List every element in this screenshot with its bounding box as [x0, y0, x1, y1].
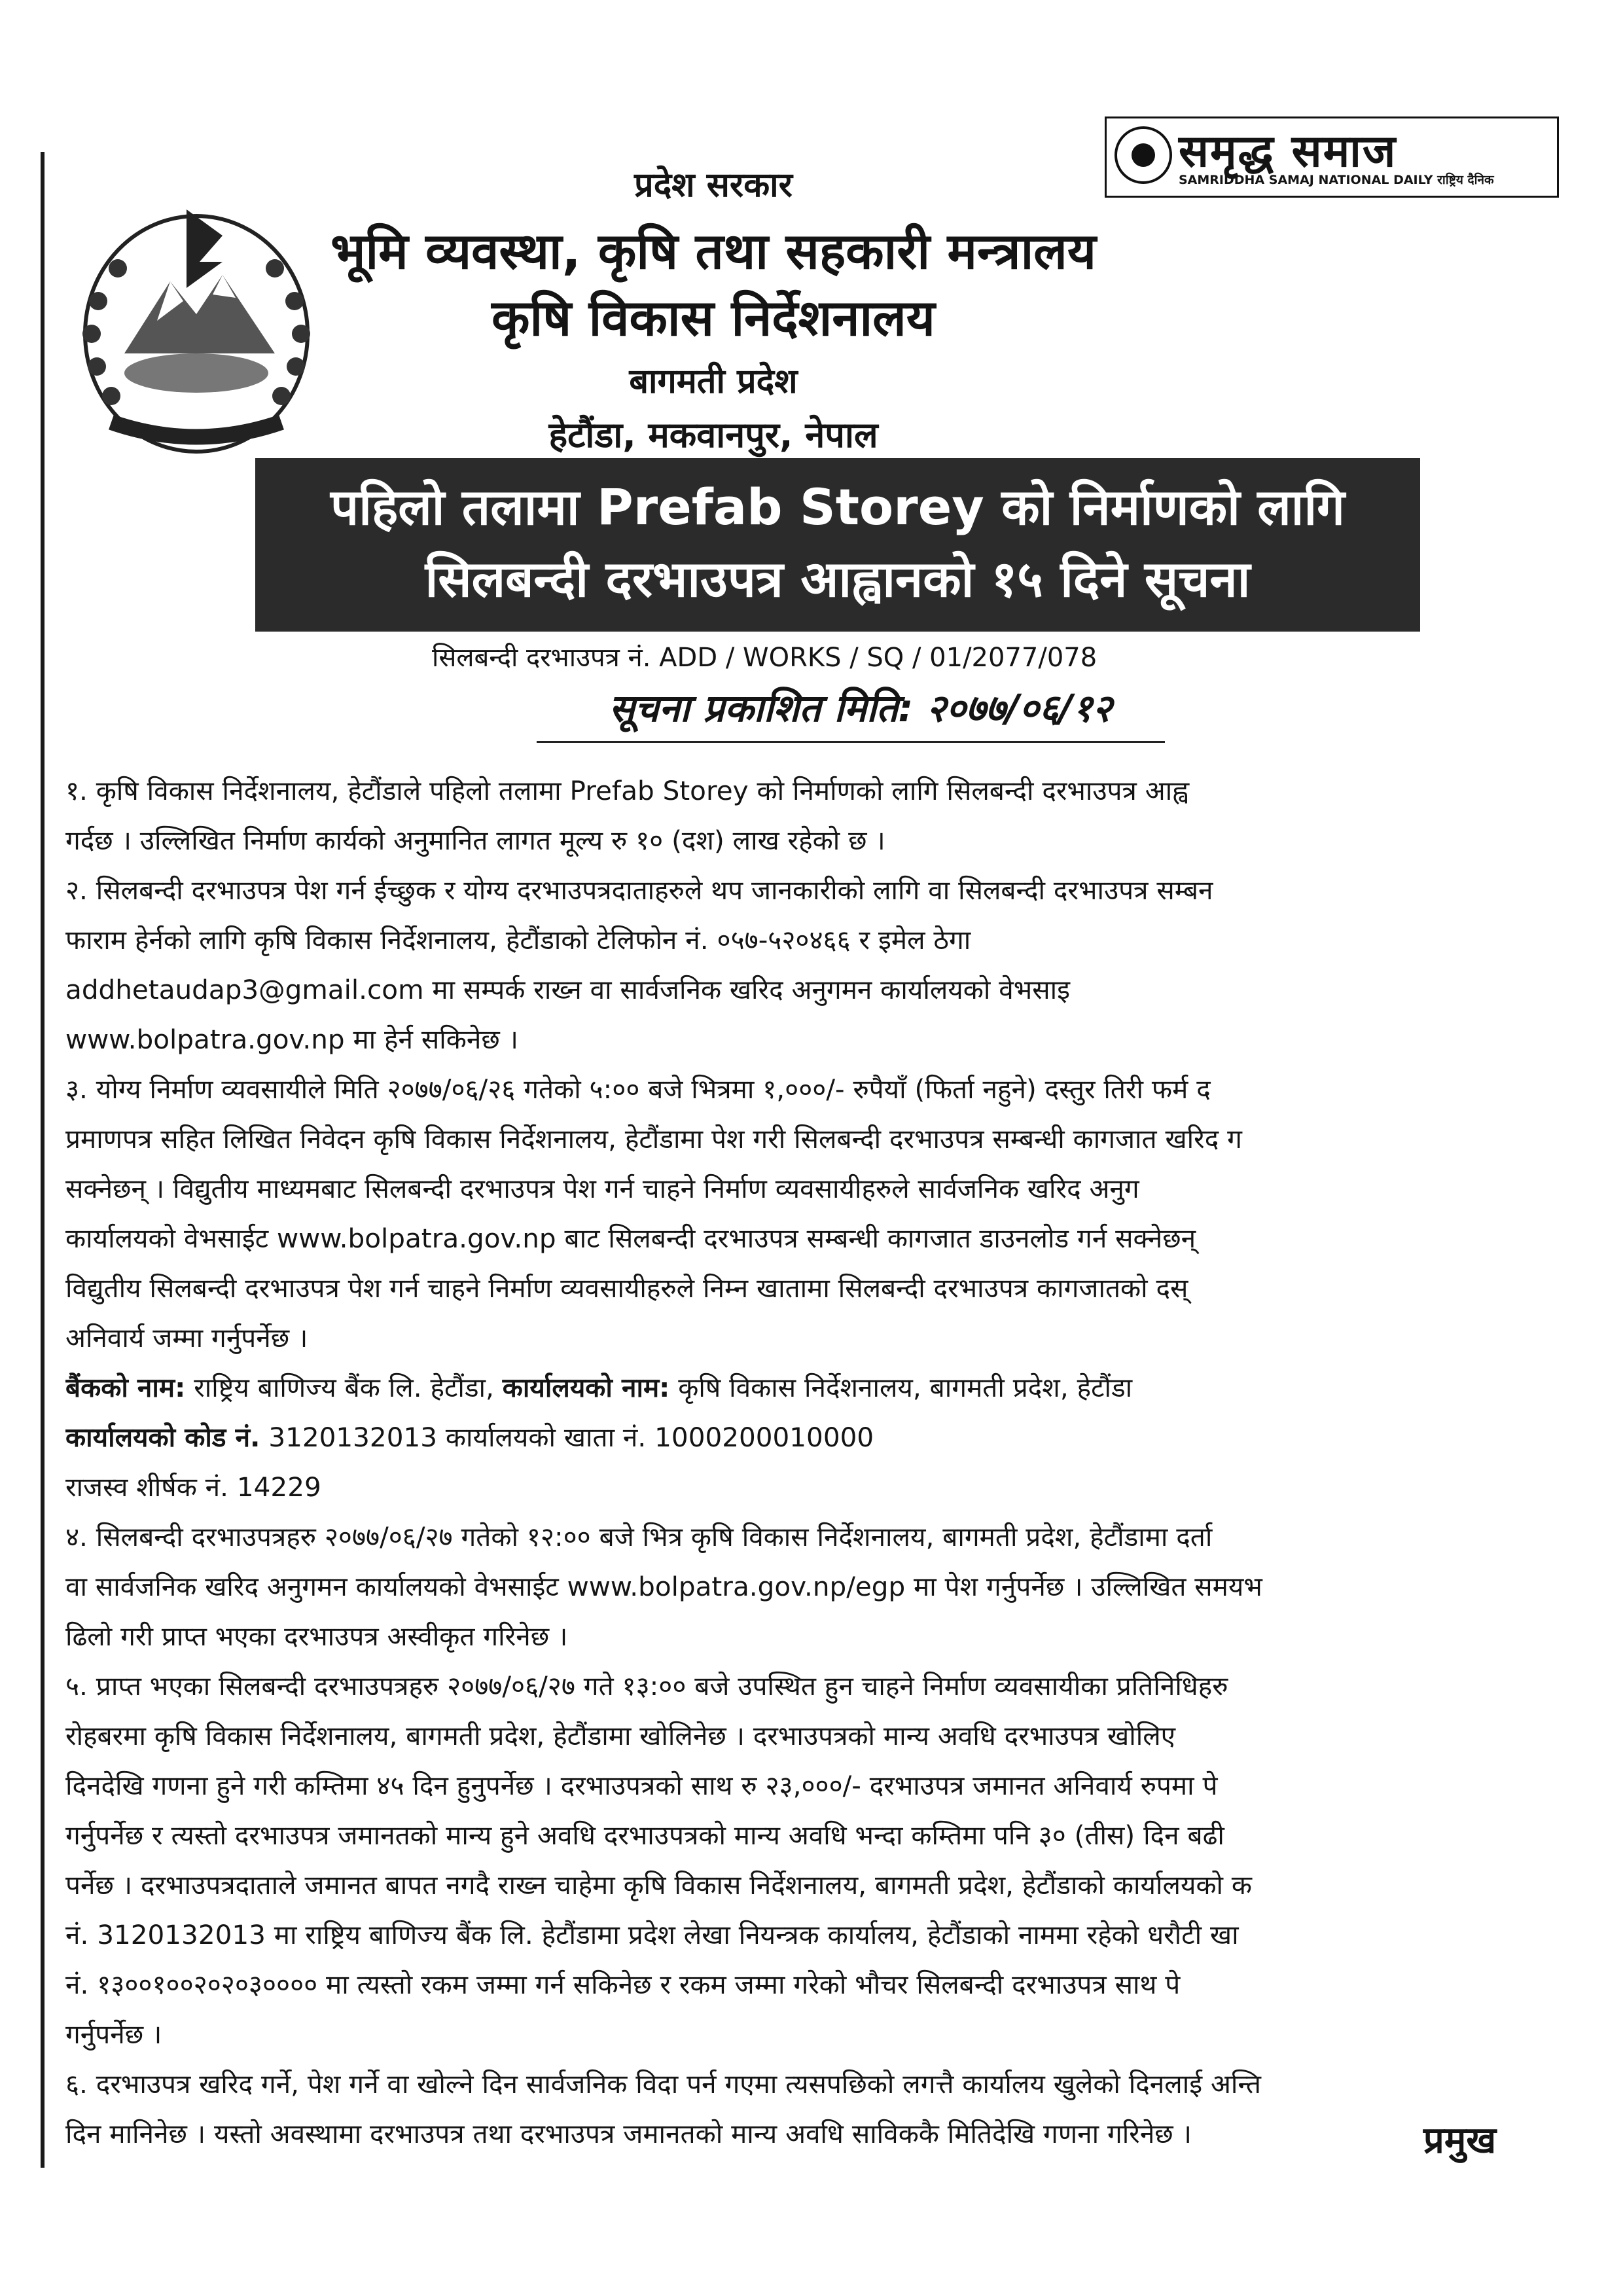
- body-line: नं. १३००१००२०२०३०००० मा त्यस्तो रकम जम्मा गर्न सकिनेछ र रकम जम्मा गरेको भौचर सिलबन्दी दरभाउपत्र साथ पे: [65, 1969, 1181, 2000]
- newspaper-name: समृद्ध समाज: [1179, 126, 1397, 177]
- body-line: गर्दछ । उल्लिखित निर्माण कार्यको अनुमानित लागत मूल्य रु १० (दश) लाख रहेको छ ।: [65, 825, 885, 856]
- body-line: फाराम हेर्नको लागि कृषि विकास निर्देशनालय, हेटौंडाको टेलिफोन नं. ०५७-५२०४६६ र इमेल ठेगा: [65, 924, 971, 956]
- body-line: रोहबरमा कृषि विकास निर्देशनालय, बागमती प्रदेश, हेटौंडामा खोलिनेछ । दरभाउपत्रको मान्य अवधि दरभाउपत्र खोलिए: [65, 1720, 1176, 1751]
- office-code-value: 3120132013 कार्यालयको खाता नं. 1000200010000: [268, 1422, 874, 1453]
- office-code-line: [65, 1412, 1610, 1462]
- nepal-emblem-icon: [65, 190, 330, 465]
- banner-line-2: सिलबन्दी दरभाउपत्र आह्वानको १५ दिने सूचना: [425, 550, 1251, 608]
- page-edge-line: [41, 152, 45, 2168]
- body-line: ४. सिलबन्दी दरभाउपत्रहरु २०७७/०६/२७ गतेको १२:०० बजे भित्र कृषि विकास निर्देशनालय, बागमती प्रदेश, हेटौंडामा दर्ता: [65, 1521, 1213, 1552]
- office-name-value: कृषि विकास निर्देशनालय, बागमती प्रदेश, हेटौंडा: [678, 1372, 1133, 1403]
- body-line: ३. योग्य निर्माण व्यवसायीले मिति २०७७/०६/२६ गतेको ५:०० बजे भित्रमा १,०००/- रुपैयाँ (फिर्ता नहुने) दस्तुर तिरी फर्म द: [65, 1073, 1211, 1105]
- date-underline: [537, 741, 1165, 743]
- office-name-label: कार्यालयको नाम:: [502, 1372, 670, 1403]
- body-line: addhetaudap3@gmail.com मा सम्पर्क राख्न वा सार्वजनिक खरिद अनुगमन कार्यालयको वेभसाइ: [65, 974, 1071, 1005]
- publish-date: सूचना प्रकाशित मिति: २०७७/०६/१२: [609, 686, 1113, 730]
- body-line: प्रमाणपत्र सहित लिखित निवेदन कृषि विकास निर्देशनालय, हेटौंडामा पेश गरी सिलबन्दी दरभाउपत्र सम्बन्धी कागजात खरिद ग: [65, 1123, 1242, 1155]
- header-province: बागमती प्रदेश: [629, 362, 798, 401]
- newspaper-masthead: [1105, 117, 1559, 198]
- body-line: वा सार्वजनिक खरिद अनुगमन कार्यालयको वेभसाईट www.bolpatra.gov.np/egp मा पेश गर्नुपर्नेछ । उल्लिखित समयभ: [65, 1571, 1262, 1602]
- signature-chief: प्रमुख: [1423, 2119, 1497, 2162]
- banner-line-1: पहिलो तलामा Prefab Storey को निर्माणको लागि: [330, 478, 1345, 536]
- bank-details-line: [65, 1363, 1610, 1412]
- notice-title-banner: [255, 458, 1420, 632]
- newspaper-subtitle: SAMRIDDHA SAMAJ NATIONAL DAILY राष्ट्रिय दैनिक: [1179, 173, 1494, 187]
- header-address: हेटौंडा, मकवानपुर, नेपाल: [548, 414, 878, 456]
- body-line: दिन मानिनेछ । यस्तो अवस्थामा दरभाउपत्र तथा दरभाउपत्र जमानतको मान्य अवधि साविककै मितिदेखि गणना गरिनेछ ।: [65, 2118, 1192, 2149]
- body-line: नं. 3120132013 मा राष्ट्रिय बाणिज्य बैंक लि. हेटौंडामा प्रदेश लेखा नियन्त्रक कार्यालय, हेटौंडाको नाममा रहेको धरौटी खा: [65, 1919, 1239, 1950]
- body-line: ६. दरभाउपत्र खरिद गर्ने, पेश गर्ने वा खोल्ने दिन सार्वजनिक विदा पर्न गएमा त्यसपछिको लगत्तै कार्यालय खुलेको दिनलाई अन्ति: [65, 2068, 1261, 2100]
- body-line: कार्यालयको वेभसाईट www.bolpatra.gov.np बाट सिलबन्दी दरभाउपत्र सम्बन्धी कागजात डाउनलोड गर्न सक्नेछन्: [65, 1223, 1196, 1254]
- body-line: अनिवार्य जम्मा गर्नुपर्नेछ ।: [65, 1322, 308, 1354]
- body-line: सक्नेछन् । विद्युतीय माध्यमबाट सिलबन्दी दरभाउपत्र पेश गर्न चाहने निर्माण व्यवसायीहरुले सार्वजनिक खरिद अनुग: [65, 1173, 1139, 1204]
- body-line: दिनदेखि गणना हुने गरी कम्तिमा ४५ दिन हुनुपर्नेछ । दरभाउपत्रको साथ रु २३,०००/- दरभाउपत्र जमानत अनिवार्य रुपमा पे: [65, 1770, 1218, 1801]
- body-line: www.bolpatra.gov.np मा हेर्न सकिनेछ ।: [65, 1024, 518, 1055]
- body-line: २. सिलबन्दी दरभाउपत्र पेश गर्न ईच्छुक र योग्य दरभाउपत्रदाताहरुले थप जानकारीको लागि वा सिलबन्दी दरभाउपत्र सम्बन: [65, 874, 1213, 906]
- header-directorate: कृषि विकास निर्देशनालय: [491, 289, 935, 347]
- body-line: गर्नुपर्नेछ ।: [65, 2018, 162, 2050]
- bid-reference-number: सिलबन्दी दरभाउपत्र नं. ADD / WORKS / SQ / 01/2077/078: [432, 643, 1097, 673]
- body-line: ढिलो गरी प्राप्त भएका दरभाउपत्र अस्वीकृत गरिनेछ ।: [65, 1621, 568, 1652]
- body-line: १. कृषि विकास निर्देशनालय, हेटौंडाले पहिलो तलामा Prefab Storey को निर्माणको लागि सिलबन्दी दरभाउपत्र आह्व: [65, 775, 1189, 806]
- body-line: गर्नुपर्नेछ र त्यस्तो दरभाउपत्र जमानतको मान्य हुने अवधि दरभाउपत्रको मान्य अवधि भन्दा कम्तिमा पनि ३० (तीस) दिन बढी: [65, 1820, 1224, 1851]
- body-line: विद्युतीय सिलबन्दी दरभाउपत्र पेश गर्न चाहने निर्माण व्यवसायीहरुले निम्न खातामा सिलबन्दी दरभाउपत्र कागजातको दस्: [65, 1272, 1188, 1304]
- body-line: पर्नेछ । दरभाउपत्रदाताले जमानत बापत नगदै राख्न चाहेमा कृषि विकास निर्देशनालय, बागमती प्रदेश, हेटौंडाको कार्यालयको क: [65, 1869, 1253, 1901]
- revenue-heading-line: राजस्व शीर्षक नं. 14229: [65, 1471, 321, 1503]
- bank-name-value: राष्ट्रिय बाणिज्य बैंक लि. हेटौंडा,: [194, 1372, 494, 1403]
- office-code-label: कार्यालयको कोड नं.: [65, 1422, 260, 1453]
- newspaper-logo-icon: [1112, 124, 1175, 187]
- notice-body: [65, 766, 1610, 2159]
- header-ministry: भूमि व्यवस्था, कृषि तथा सहकारी मन्त्रालय: [330, 222, 1096, 280]
- header-province-govt: प्रदेश सरकार: [634, 166, 793, 205]
- bank-name-label: बैंकको नाम:: [65, 1372, 186, 1403]
- body-line: ५. प्राप्त भएका सिलबन्दी दरभाउपत्रहरु २०७७/०६/२७ गते १३:०० बजे उपस्थित हुन चाहने निर्माण व्यवसायीका प्रतिनिधिहरु: [65, 1670, 1228, 1702]
